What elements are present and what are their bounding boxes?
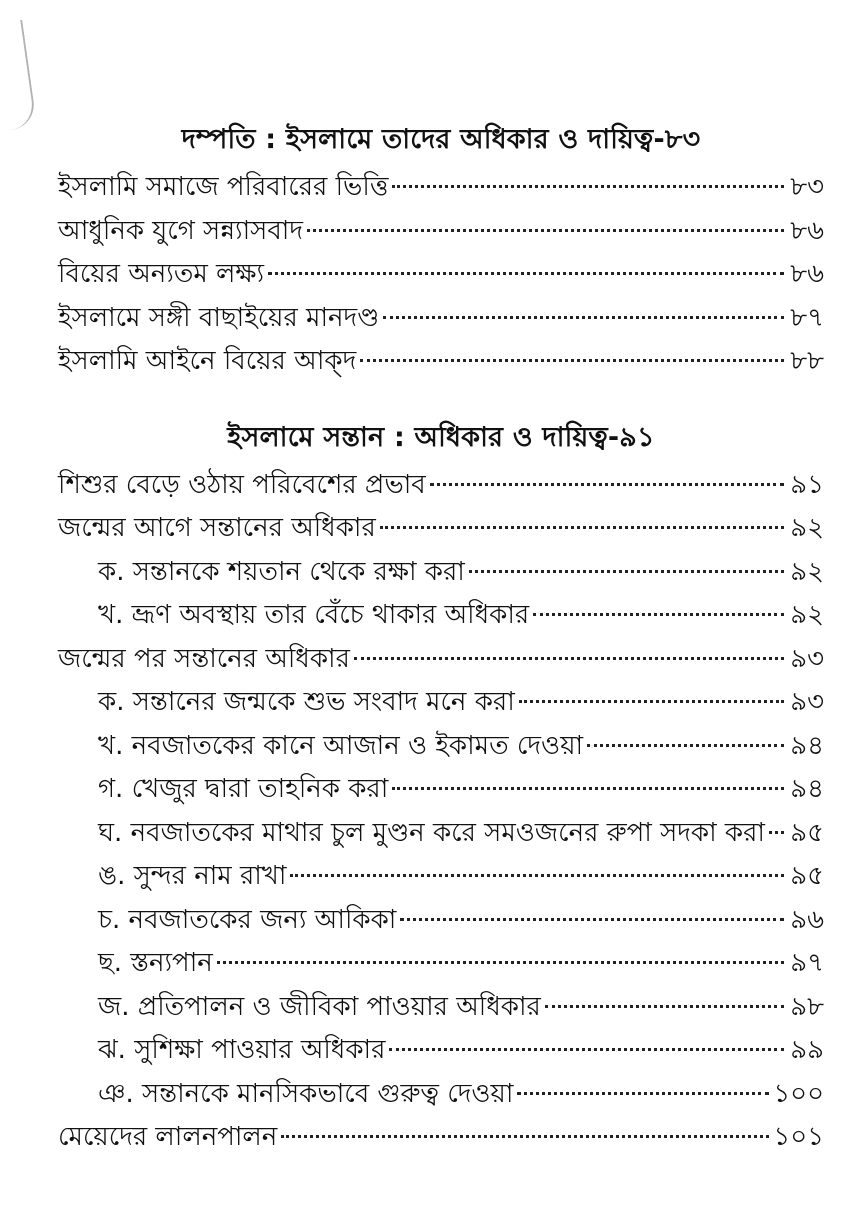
toc-entry	[58, 1116, 824, 1160]
entry-label: ঙ. সুন্দর নাম রাখা	[98, 861, 287, 891]
entry-label: ক. সন্তানকে শয়তান থেকে রক্ষা করা	[98, 556, 465, 587]
toc-subentry	[58, 594, 824, 638]
toc-subentry	[58, 899, 824, 943]
dot-leader	[217, 961, 784, 964]
entry-page-number: ৯১	[790, 469, 824, 500]
entry-page-number: ৯৪	[790, 774, 824, 804]
entry-page-number: ৯২	[790, 556, 824, 587]
toc-entry	[58, 297, 824, 341]
entry-label: ক. সন্তানের জন্মকে শুভ সংবাদ মনে করা	[98, 687, 515, 717]
entry-page-number: ৮৩	[790, 172, 824, 202]
section-title: ইসলামে সন্তান : অধিকার ও দায়িত্ব-৯১	[227, 421, 655, 453]
dot-leader	[769, 831, 784, 834]
entry-label: বিয়ের অন্যতম লক্ষ্য	[58, 259, 265, 289]
entry-label: চ. নবজাতকের জন্য আকিকা	[98, 904, 397, 935]
toc-subentry	[58, 855, 824, 899]
toc-subentry	[58, 551, 824, 595]
dot-leader	[290, 874, 784, 877]
entry-label: আধুনিক যুগে সন্ন্যাসবাদ	[58, 215, 303, 246]
toc-list	[58, 166, 824, 384]
dot-leader	[380, 526, 784, 529]
entry-page-number: ৯৩	[790, 643, 824, 674]
toc-section	[58, 120, 824, 384]
toc-subentry	[58, 1073, 824, 1117]
entry-page-number: ৮৬	[790, 259, 824, 289]
dot-leader	[519, 700, 784, 703]
entry-page-number: ৯৯	[790, 1035, 824, 1065]
dot-leader	[587, 744, 784, 747]
entry-page-number: ১০১	[773, 1122, 824, 1152]
toc-entry	[58, 166, 824, 210]
page-edge-mark	[0, 20, 38, 130]
entry-label: খ. নবজাতকের কানে আজান ও ইকামত দেওয়া	[98, 730, 584, 761]
entry-label: মেয়েদের লালনপালন	[58, 1122, 278, 1152]
dot-leader	[389, 1048, 784, 1051]
entry-label: জ. প্রতিপালন ও জীবিকা পাওয়ার অধিকার	[98, 991, 541, 1022]
dot-leader	[517, 1092, 769, 1095]
toc-subentry	[58, 725, 824, 769]
entry-label: জন্মের আগে সন্তানের অধিকার	[58, 513, 376, 543]
entry-page-number: ৯৭	[790, 948, 824, 978]
dot-leader	[400, 918, 784, 921]
toc-entry	[58, 210, 824, 254]
toc-subentry	[58, 681, 824, 725]
dot-leader	[533, 613, 784, 616]
entry-label: ছ. স্তন্যপান	[98, 948, 213, 978]
dot-leader	[307, 229, 784, 232]
toc-entry	[58, 464, 824, 508]
entry-page-number: ৯৫	[790, 817, 824, 848]
entry-label: শিশুর বেড়ে ওঠায় পরিবেশের প্রভাব	[58, 469, 426, 500]
table-of-contents	[58, 120, 824, 1194]
entry-page-number: ৯৬	[790, 904, 824, 935]
dot-leader	[383, 316, 784, 319]
entry-page-number: ৯২	[790, 600, 824, 630]
entry-label: ইসলামি সমাজে পরিবারের ভিত্তি	[58, 172, 389, 202]
section-title: দম্পতি : ইসলামে তাদের অধিকার ও দায়িত্ব-৮৩	[181, 124, 701, 155]
dot-leader	[281, 1135, 769, 1138]
entry-label: খ. ভ্রূণ অবস্থায় তার বেঁচে থাকার অধিকার	[98, 600, 530, 630]
toc-entry	[58, 638, 824, 682]
entry-label: জন্মের পর সন্তানের অধিকার	[58, 643, 350, 674]
dot-leader	[545, 1005, 784, 1008]
entry-page-number: ৯৫	[790, 861, 824, 891]
toc-subentry	[58, 768, 824, 812]
entry-label: ইসলামি আইনে বিয়ের আক্‌দ	[58, 346, 357, 376]
dot-leader	[430, 483, 784, 486]
entry-label: ইসলামে সঙ্গী বাছাইয়ের মানদণ্ড	[58, 302, 380, 333]
entry-label: ঝ. সুশিক্ষা পাওয়ার অধিকার	[98, 1035, 386, 1065]
dot-leader	[360, 359, 784, 362]
toc-list	[58, 464, 824, 1160]
dot-leader	[392, 787, 784, 790]
entry-page-number: ৮৮	[790, 346, 824, 376]
entry-page-number: ১০০	[773, 1078, 824, 1109]
entry-page-number: ৯৮	[790, 991, 824, 1022]
entry-page-number: ৮৭	[790, 302, 824, 333]
dot-leader	[354, 657, 784, 660]
entry-page-number: ৯৪	[790, 730, 824, 761]
toc-entry	[58, 253, 824, 297]
toc-subentry	[58, 986, 824, 1030]
toc-subentry	[58, 942, 824, 986]
entry-page-number: ৮৬	[790, 215, 824, 246]
entry-page-number: ৯২	[790, 513, 824, 543]
entry-label: গ. খেজুর দ্বারা তাহনিক করা	[98, 774, 389, 804]
toc-section	[58, 418, 824, 1160]
entry-label: ঘ. নবজাতকের মাথার চুল মুণ্ডন করে সমওজনের রুপা সদকা করা	[98, 817, 765, 848]
dot-leader	[469, 570, 784, 573]
dot-leader	[392, 185, 784, 188]
toc-entry	[58, 340, 824, 384]
entry-label: ঞ. সন্তানকে মানসিকভাবে গুরুত্ব দেওয়া	[98, 1078, 514, 1109]
toc-entry	[58, 507, 824, 551]
toc-subentry	[58, 1029, 824, 1073]
entry-page-number: ৯৩	[790, 687, 824, 717]
toc-subentry	[58, 812, 824, 856]
dot-leader	[268, 272, 784, 275]
